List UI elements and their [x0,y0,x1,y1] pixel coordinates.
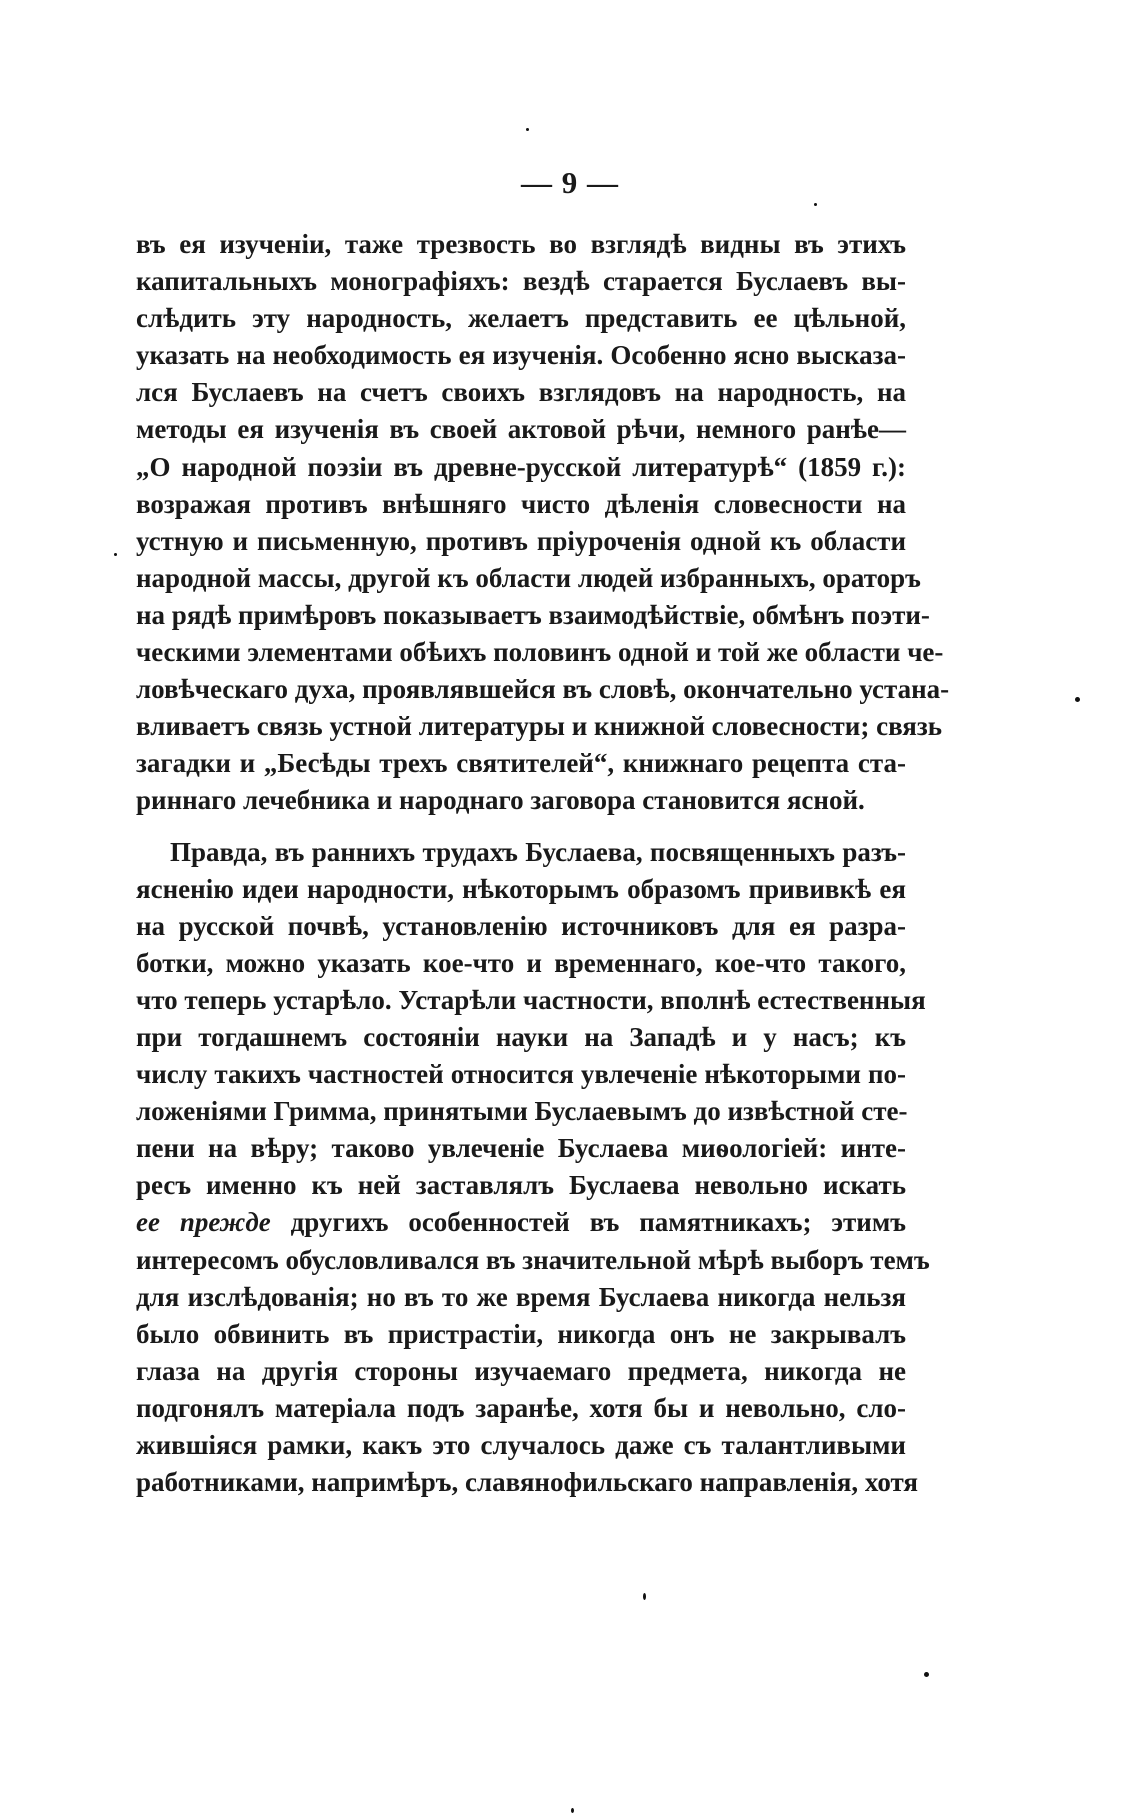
emphasized-text: ее прежде [136,1207,271,1238]
text-line: методы ея изученія въ своей актовой рѣчи, немного ранѣе— [136,414,906,445]
text-run: другихъ особенностей въ памятникахъ; этимъ [270,1207,906,1238]
text-line: народной массы, другой къ области людей избранныхъ, ораторъ [136,562,921,593]
scan-speck [1075,697,1080,702]
scan-speck [114,553,117,556]
scan-speck [571,1808,574,1813]
scan-speck [924,1672,929,1677]
page-number: — 9 — [521,165,619,200]
text-line: вливаетъ связь устной литературы и книжной словесности; связь [136,711,943,742]
text-line: работниками, напримѣръ, славянофильскаго направленія, хотя [136,1467,919,1498]
text-line: на русской почвѣ, установленію источниковъ для ея разра- [136,910,906,941]
text-line: числу такихъ частностей относится увлеченіе нѣкоторыми по- [136,1059,906,1090]
scan-speck [814,203,817,206]
text-line: указать на необходимость ея изученія. Особенно ясно высказа- [136,340,906,371]
text-line: жившіяся рамки, какъ это случалось даже съ талантливыми [136,1430,906,1460]
scan-speck [526,128,529,131]
text-line: ческими элементами обѣихъ половинъ одной и той же области че- [136,637,944,668]
text-line: въ ея изученіи, таже трезвость во взглядѣ видны въ этихъ [136,229,906,259]
text-line: слѣдить эту народность, желаетъ представить ее цѣльной, [136,303,906,334]
text-line: ясненію идеи народности, нѣкоторымъ образомъ прививкѣ ея [136,873,906,904]
paragraph-gap [136,820,906,834]
text-line: на рядѣ примѣровъ показываетъ взаимодѣйствіе, обмѣнъ поэти- [136,599,930,630]
scan-speck [643,1593,646,1600]
text-line: Правда, въ раннихъ трудахъ Буслаева, посвященныхъ разъ- [170,836,906,867]
paragraph-2 [136,834,930,1502]
text-line: ресъ именно къ ней заставлялъ Буслаева невольно искать [136,1170,906,1201]
text-line: возражая противъ внѣшняго чисто дѣленія словесности на [136,488,906,519]
text-line: устную и письменную, противъ пріуроченія одной къ области [136,525,906,556]
text-line: интересомъ обусловливался въ значительной мѣрѣ выборъ темъ [136,1244,930,1275]
text-line: ловѣческаго духа, проявлявшейся въ словѣ, окончательно устана- [136,674,950,705]
text-line: что теперь устарѣло. Устарѣли частности, вполнѣ естественныя [136,984,926,1015]
text-line: ботки, можно указать кое-что и временнаго, кое-что такого, [136,947,906,978]
text-line: при тогдашнемъ состояніи науки на Западѣ и у насъ; къ [136,1021,906,1052]
text-line: загадки и „Бесѣды трехъ святителей“, книжнаго рецепта ста- [136,748,906,779]
text-line: капитальныхъ монографіяхъ: вездѣ старается Буслаевъ вы- [136,266,906,297]
text-line: лся Буслаевъ на счетъ своихъ взглядовъ на народность, на [136,377,906,408]
text-line: „О народной поэзіи въ древне-русской литературѣ“ (1859 г.): [136,451,906,482]
text-line: глаза на другія стороны изучаемаго предмета, никогда не [136,1355,906,1386]
text-line: ложеніями Гримма, принятыми Буслаевымъ до извѣстной сте- [136,1096,908,1127]
paragraph-1 [136,226,950,820]
text-line: пени на вѣру; таково увлеченіе Буслаева миѳологіей: инте- [136,1133,906,1164]
text-line: подгонялъ матеріала подъ заранѣе, хотя бы и невольно, сло- [136,1392,906,1423]
text-line: для изслѣдованія; но въ то же время Буслаева никогда нельзя [136,1281,906,1312]
text-line: было обвинить въ пристрастіи, никогда онъ не закрывалъ [136,1318,906,1349]
text-line-with-emphasis [136,1204,906,1241]
body-text [136,226,950,1501]
text-line: риннаго лечебника и народнаго заговора становится ясной. [136,785,865,816]
